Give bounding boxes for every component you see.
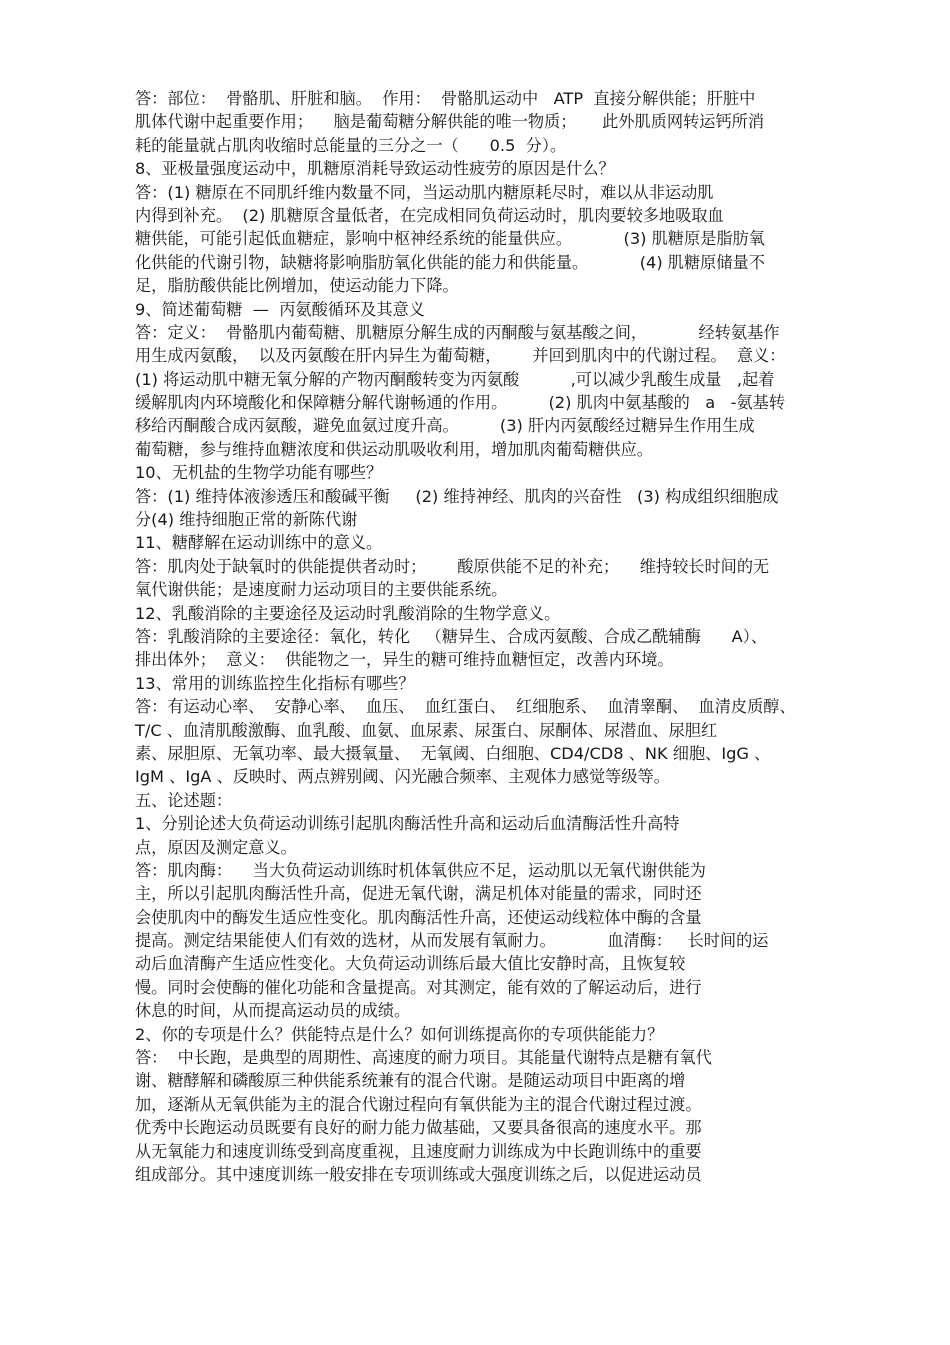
section-heading: 五、论述题： [135,790,233,810]
text-line: 提高。测定结果能使人们有效的选材，从而发展有氧耐力。 血清酶： 长时间的运 [135,931,769,951]
text-line: IgM 、IgA 、反映时、两点辨别阈、闪光融合频率、主观体力感觉等级等。 [135,767,670,787]
text-line: 肌体代谢中起重要作用； 脑是葡萄糖分解供能的唯一物质； 此外肌质网转运钙所消 [135,112,765,132]
text-line: 移给丙酮酸合成丙氨酸，避免血氨过度升高。 (3) 肝内丙氨酸经过糖异生作用生成 [135,416,755,436]
text-line: 加，逐渐从无氧供能为主的混合代谢过程向有氧供能为主的混合代谢过程过渡。 [135,1094,702,1114]
question-heading: 13、常用的训练监控生化指标有哪些？ [135,673,415,693]
text-line: 答：(1) 维持体液渗透压和酸碱平衡 (2) 维持神经、肌肉的兴奋性 (3) 构成组织细胞成 [135,486,779,506]
text-line: 优秀中长跑运动员既要有良好的耐力能力做基础，又要具备很高的速度水平。那 [135,1118,702,1138]
text-line: 答：(1) 糖原在不同肌纤维内数量不同，当运动肌内糖原耗尽时，难以从非运动肌 [135,182,714,202]
text-line: 内得到补充。 (2) 肌糖原含量低者，在完成相同负荷运动时，肌肉要较多地吸取血 [135,205,724,225]
text-line: 答：有运动心率、 安静心率、 血压、 血红蛋白、 红细胞系、 血清睾酮、 血清皮质醇、 [135,697,796,717]
text-line: 动后血清酶产生适应性变化。大负荷运动训练后最大值比安静时高，且恢复较 [135,954,686,974]
question-heading: 12、乳酸消除的主要途径及运动时乳酸消除的生物学意义。 [135,603,561,623]
text-line: 分(4) 维持细胞正常的新陈代谢 [135,510,358,530]
text-line: 答： 中长跑，是典型的周期性、高速度的耐力项目。其能量代谢特点是糖有氧代 [135,1048,712,1068]
document-body [135,87,815,1186]
text-line: 排出体外； 意义： 供能物之一，异生的糖可维持血糖恒定，改善内环境。 [135,650,674,670]
question-heading: 11、糖酵解在运动训练中的意义。 [135,533,383,553]
text-line: 谢、糖酵解和磷酸原三种供能系统兼有的混合代谢。是随运动项目中距离的增 [135,1071,686,1091]
question-heading: 8、亚极量强度运动中，肌糖原消耗导致运动性疲劳的原因是什么？ [135,159,615,179]
question-heading: 2、你的专项是什么？供能特点是什么？如何训练提高你的专项供能能力？ [135,1024,664,1044]
text-line: 答：部位： 骨骼肌、肝脏和脑。 作用： 骨骼肌运动中 ATP 直接分解供能；肝脏中 [135,89,756,108]
text-line: 答：肌肉处于缺氧时的供能提供者动时； 酸原供能不足的补充； 维持较长时间的无 [135,556,770,576]
text-line: 氧代谢供能；是速度耐力运动项目的主要供能系统。 [135,580,508,600]
text-line: 答：定义： 骨骼肌内葡萄糖、肌糖原分解生成的丙酮酸与氨基酸之间， 经转氨基作 [135,322,780,342]
text-line: 慢。同时会使酶的催化功能和含量提高。对其测定，能有效的了解运动后，进行 [135,977,702,997]
text-line: 用生成丙氨酸， 以及丙氨酸在肝内异生为葡萄糖， 并回到肌肉中的代谢过程。 意义： [135,346,786,366]
text-line: 葡萄糖，参与维持血糖浓度和供运动肌吸收利用，增加肌肉葡萄糖供应。 [135,439,653,459]
text-line: 休息的时间，从而提高运动员的成绩。 [135,1001,411,1021]
text-line: 耗的能量就占肌肉收缩时总能量的三分之一（ 0.5 分）。 [135,135,567,155]
text-line: 组成部分。其中速度训练一般安排在专项训练或大强度训练之后，以促进运动员 [135,1164,702,1184]
text-line: 点，原因及测定意义。 [135,837,297,857]
question-heading: 1、分别论述大负荷运动训练引起肌肉酶活性升高和运动后血清酶活性升高特 [135,814,680,834]
text-line: (1) 将运动肌中糖无氧分解的产物丙酮酸转变为丙氨酸 ,可以减少乳酸生成量 ,起着 [135,369,775,389]
text-line: 从无氧能力和速度训练受到高度重视，且速度耐力训练成为中长跑训练中的重要 [135,1141,702,1161]
question-heading: 10、无机盐的生物学功能有哪些？ [135,463,383,483]
text-line: 化供能的代谢引物，缺糖将影响脂肪氧化供能的能力和供能量。 (4) 肌糖原储量不 [135,252,765,272]
text-line: 主，所以引起肌肉酶活性升高，促进无氧代谢，满足机体对能量的需求，同时还 [135,884,702,904]
text-line: 会使肌肉中的酶发生适应性变化。肌肉酶活性升高，还使运动线粒体中酶的含量 [135,907,702,927]
text-line: 缓解肌肉内环境酸化和保障糖分解代谢畅通的作用。 (2) 肌肉中氨基酸的 a -氨基转 [135,393,786,413]
text-line: 答：乳酸消除的主要途径：氧化，转化 （糖异生、合成丙氨酸、合成乙酰辅酶 A）、 [135,626,768,646]
text-line: 足，脂肪酸供能比例增加，使运动能力下降。 [135,276,459,296]
text-line: 糖供能，可能引起低血糖症，影响中枢神经系统的能量供应。 (3) 肌糖原是脂肪氧 [135,229,765,249]
text-line: 素、尿胆原、无氧功率、最大摄氧量、 无氧阈、白细胞、CD4/CD8 、NK 细胞、IgG 、 [135,743,771,763]
question-heading: 9、简述葡萄糖 — 丙氨酸循环及其意义 [135,299,425,319]
text-line: T/C 、血清肌酸激酶、血乳酸、血氨、血尿素、尿蛋白、尿酮体、尿潜血、尿胆红 [135,720,718,740]
text-line: 答：肌肉酶： 当大负荷运动训练时机体氧供应不足，运动肌以无氧代谢供能为 [135,860,706,880]
